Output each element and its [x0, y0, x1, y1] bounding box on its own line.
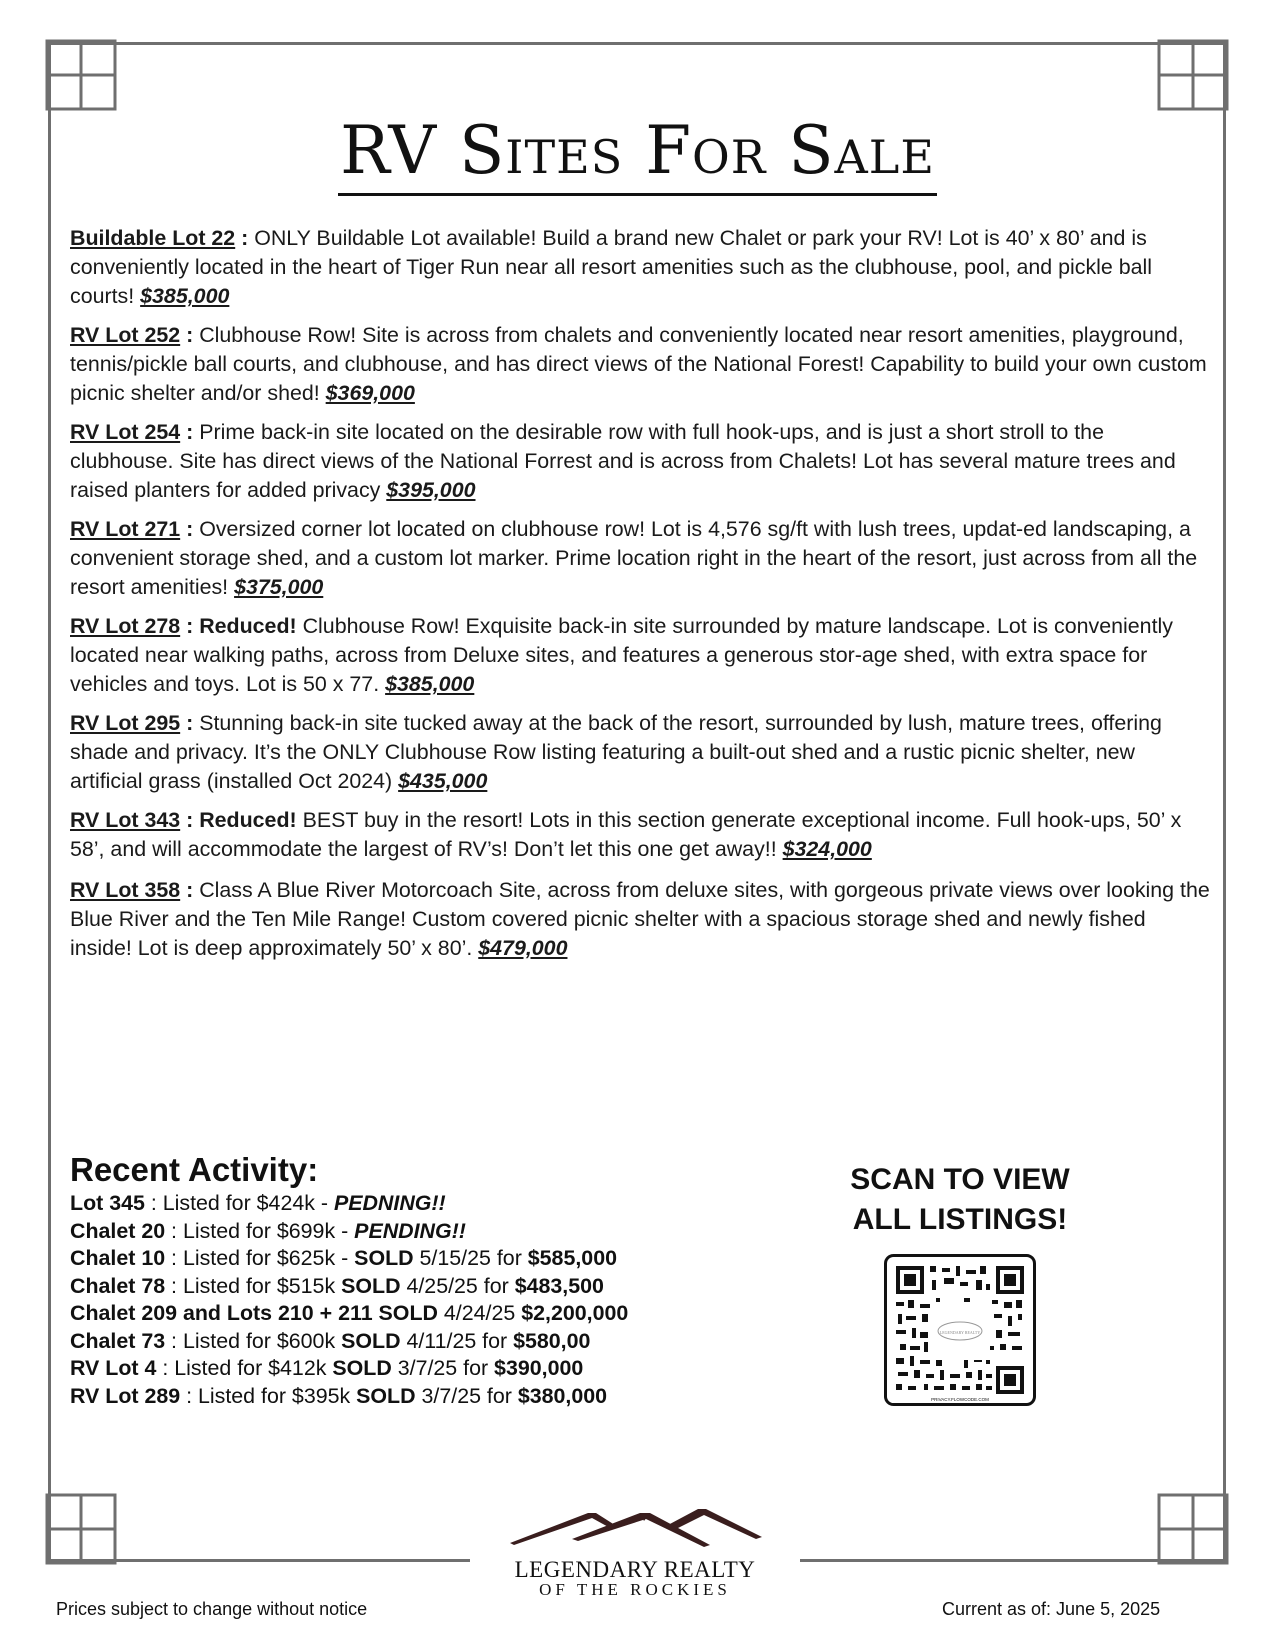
reduced-label: Reduced!	[199, 808, 303, 832]
activity-status: SOLD	[332, 1356, 392, 1380]
lot-description: Clubhouse Row! Exquisite back-in site surrounded by mature landscape. Lot is conveniently located near walking paths, across from Deluxe sites, and features a generous stor-age shed, with extra space for vehicles and toys. Lot is 50 x 77.	[70, 614, 1173, 696]
listings	[70, 224, 1210, 973]
activity-date: 3/7/25 for	[415, 1383, 518, 1408]
activity-detail: : Listed for $625k -	[165, 1246, 355, 1270]
activity-date: 4/11/25 for	[400, 1328, 514, 1353]
activity-status: PEDNING!!	[333, 1191, 446, 1215]
reduced-label: Reduced!	[199, 614, 303, 638]
activity-name: Chalet 209 and Lots 210 + 211 SOLD	[70, 1301, 438, 1325]
activity-row	[70, 1355, 790, 1383]
lot-separator: :	[180, 420, 200, 444]
activity-sold-price: $585,000	[527, 1246, 617, 1270]
activity-detail: : Listed for $395k	[180, 1383, 357, 1408]
corner-ornament-top-right	[1157, 39, 1229, 111]
lot-name: Buildable Lot 22	[70, 226, 236, 250]
activity-date: 4/25/25 for	[400, 1273, 515, 1298]
activity-detail: : Listed for $424k -	[144, 1191, 334, 1215]
footer-date: Current as of: June 5, 2025	[942, 1599, 1161, 1619]
listing	[70, 612, 1210, 699]
activity-name: Chalet 73	[70, 1328, 166, 1353]
scan-line-1: SCAN TO VIEW	[850, 1163, 1070, 1196]
activity-name: Lot 345	[70, 1191, 145, 1215]
footer-disclaimer: Prices subject to change without notice	[56, 1599, 368, 1619]
activity-row	[70, 1218, 790, 1246]
activity-status: PENDING!!	[354, 1218, 466, 1243]
activity-name: Chalet 78	[70, 1273, 166, 1298]
corner-ornament-bottom-left	[45, 1493, 117, 1565]
page-title	[0, 112, 1275, 189]
listing	[70, 806, 1210, 864]
activity-row	[70, 1190, 790, 1218]
activity-status: SOLD	[354, 1246, 414, 1270]
activity-name: Chalet 20	[70, 1218, 166, 1243]
lot-separator: :	[180, 323, 200, 347]
activity-sold-price: $580,00	[513, 1328, 591, 1353]
logo-name: LEGENDARY REALTY	[470, 1557, 800, 1583]
lot-name: RV Lot 254	[70, 420, 181, 444]
listing	[70, 321, 1210, 408]
listing	[70, 515, 1210, 602]
activity-status: SOLD	[356, 1383, 416, 1408]
qr-code[interactable]	[884, 1254, 1036, 1406]
recent-activity	[70, 1152, 790, 1410]
activity-row	[70, 1245, 790, 1273]
company-logo	[470, 1505, 800, 1583]
lot-separator: :	[180, 808, 200, 832]
activity-row	[70, 1273, 790, 1301]
lot-description: ONLY Buildable Lot available! Build a brand new Chalet or park your RV! Lot is 40’ x 80’ and is conveniently located in the heart of Tiger Run near all resort amenities such as the clubhouse, pool, and pickle ball courts!	[70, 226, 1153, 308]
activity-detail: : Listed for $699k -	[165, 1218, 355, 1243]
activity-status: SOLD	[341, 1328, 401, 1353]
activity-sold-price: $2,200,000	[521, 1301, 629, 1325]
activity-detail: : Listed for $412k	[156, 1356, 333, 1380]
lot-price: $479,000	[478, 936, 568, 960]
lot-name: RV Lot 295	[70, 711, 181, 735]
activity-row	[70, 1383, 790, 1411]
lot-price: $385,000	[385, 672, 475, 696]
listing	[70, 876, 1210, 963]
activity-name: Chalet 10	[70, 1246, 166, 1270]
listing	[70, 224, 1210, 311]
corner-ornament-top-left	[45, 39, 117, 111]
lot-price: $369,000	[325, 381, 415, 405]
lot-description: BEST buy in the resort! Lots in this section generate exceptional income. Full hook-ups, 50’ x 58’, and will accommodate the largest of RV’s! Don’t let this one get away!!	[70, 808, 1182, 861]
lot-separator: :	[180, 878, 200, 902]
activity-status: SOLD	[341, 1273, 401, 1298]
logo-subtitle: OF THE ROCKIES	[539, 1580, 731, 1599]
lot-description: Class A Blue River Motorcoach Site, across from deluxe sites, with gorgeous private views over looking the Blue River and the Ten Mile Range! Custom covered picnic shelter with a spacious storage shed and newly fished inside! Lot is deep approximately 50’ x 80’.	[70, 878, 1210, 960]
lot-separator: :	[180, 517, 200, 541]
lot-name: RV Lot 358	[70, 878, 181, 902]
lot-price: $375,000	[234, 575, 324, 599]
qr-caption: PRIVACY.FLOWCODE.COM	[931, 1397, 989, 1402]
page-title-text: RV Sites For Sale	[338, 112, 937, 196]
mountain-logo-icon	[500, 1505, 770, 1555]
lot-name: RV Lot 278	[70, 614, 181, 638]
lot-separator: :	[235, 226, 255, 250]
qr-code-icon	[884, 1254, 1036, 1406]
activity-sold-price: $380,000	[517, 1383, 608, 1408]
lot-separator: :	[180, 711, 200, 735]
activity-name: RV Lot 4	[70, 1356, 157, 1380]
lot-description: Clubhouse Row! Site is across from chalets and conveniently located near resort amenities, playground, tennis/pickle ball courts, and clubhouse, and has direct views of the National Forest! Capability to build your own custom picnic shelter and/or shed!	[70, 323, 1207, 405]
recent-activity-heading: Recent Activity:	[70, 1151, 319, 1188]
lot-price: $385,000	[140, 284, 230, 308]
lot-description: Stunning back-in site tucked away at the back of the resort, surrounded by lush, mature trees, offering shade and privacy. It’s the ONLY Clubhouse Row listing featuring a built-out shed and a rustic picnic shelter, new artificial grass (installed Oct 2024)	[70, 711, 1162, 793]
activity-date: 4/24/25	[437, 1301, 522, 1325]
lot-price: $435,000	[398, 769, 488, 793]
activity-row	[70, 1300, 790, 1328]
lot-description: Oversized corner lot located on clubhouse row! Lot is 4,576 sg/ft with lush trees, updat-ed landscaping, a convenient storage shed, and a custom lot marker. Prime location right in the heart of the resort, just across from all the resort amenities!	[70, 517, 1198, 599]
lot-separator: :	[180, 614, 200, 638]
lot-price: $324,000	[782, 837, 872, 861]
activity-sold-price: $390,000	[494, 1356, 584, 1380]
lot-name: RV Lot 271	[70, 517, 181, 541]
scan-line-2: ALL LISTINGS!	[852, 1203, 1068, 1236]
lot-description: Prime back-in site located on the desirable row with full hook-ups, and is just a short stroll to the clubhouse. Site has direct views of the National Forrest and is across from Chalets! Lot has several mature trees and raised planters for added privacy	[70, 420, 1176, 502]
lot-name: RV Lot 252	[70, 323, 181, 347]
listing	[70, 418, 1210, 505]
scan-callout	[790, 1160, 1130, 1240]
lot-name: RV Lot 343	[70, 808, 181, 832]
qr-logo-text: LEGENDARY REALTY	[939, 1330, 981, 1335]
activity-detail: : Listed for $515k	[165, 1273, 342, 1298]
activity-date: 5/15/25 for	[413, 1246, 528, 1270]
activity-date: 3/7/25 for	[391, 1356, 495, 1380]
corner-ornament-bottom-right	[1157, 1493, 1229, 1565]
lot-price: $395,000	[386, 478, 476, 502]
activity-detail: : Listed for $600k	[165, 1328, 342, 1353]
activity-sold-price: $483,500	[514, 1273, 604, 1298]
activity-row	[70, 1328, 790, 1356]
listing	[70, 709, 1210, 796]
activity-name: RV Lot 289	[70, 1383, 181, 1408]
